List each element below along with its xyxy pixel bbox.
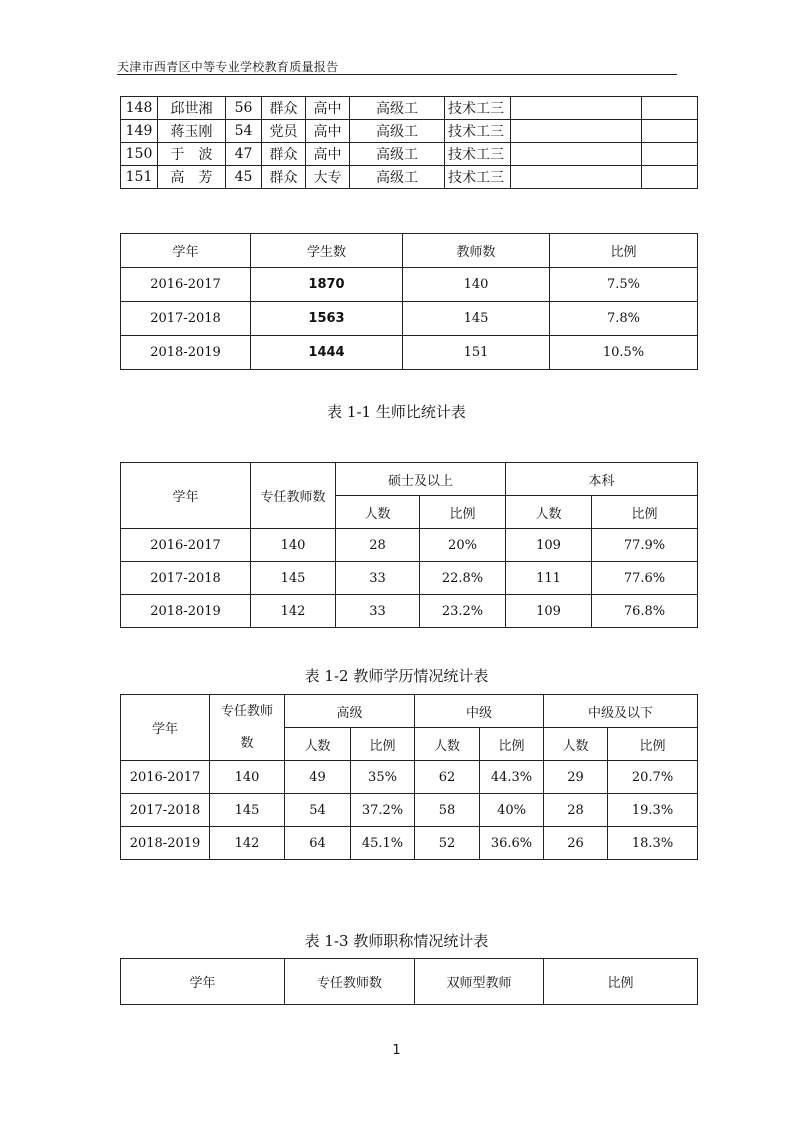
staff-list-body — [121, 97, 698, 189]
header-count: 人数 — [336, 496, 420, 529]
table-cell: 19.3% — [608, 794, 698, 827]
table-cell: 33 — [336, 595, 420, 628]
teacher-title-body — [121, 761, 698, 860]
table-cell: 技术工三 — [445, 97, 511, 120]
header-senior: 高级 — [285, 695, 415, 728]
table-header-row — [121, 695, 698, 728]
table-cell: 151 — [121, 166, 158, 189]
header-ratio: 比例 — [351, 728, 415, 761]
table-cell: 26 — [544, 827, 608, 860]
header-count: 人数 — [544, 728, 608, 761]
table-cell: 145 — [210, 794, 285, 827]
teacher-title-table — [120, 694, 698, 860]
header-fulltime-line2: 数 — [240, 735, 254, 751]
header-count: 人数 — [506, 496, 592, 529]
table-cell: 大专 — [306, 166, 350, 189]
table-cell: 2016-2017 — [121, 529, 251, 562]
header-bachelor: 本科 — [506, 463, 698, 496]
document-header: 天津市西青区中等专业学校教育质量报告 — [117, 60, 339, 74]
header-ratio: 比例 — [608, 728, 698, 761]
header-ratio: 比例 — [480, 728, 544, 761]
header-count: 人数 — [285, 728, 351, 761]
header-year: 学年 — [121, 695, 210, 761]
table-cell: 22.8% — [420, 562, 506, 595]
table-cell: 技术工三 — [445, 143, 511, 166]
table-row — [121, 794, 698, 827]
cell-year: 2017-2018 — [121, 302, 251, 336]
table-cell — [642, 120, 698, 143]
table-cell: 群众 — [262, 97, 306, 120]
table-cell: 58 — [415, 794, 480, 827]
table-cell: 党员 — [262, 120, 306, 143]
table-cell: 149 — [121, 120, 158, 143]
header-year: 学年 — [121, 463, 251, 529]
table-cell: 高中 — [306, 97, 350, 120]
table-cell: 20% — [420, 529, 506, 562]
table-row — [121, 827, 698, 860]
table-cell: 35% — [351, 761, 415, 794]
table-header-row — [121, 463, 698, 496]
table-cell: 52 — [415, 827, 480, 860]
table-cell: 29 — [544, 761, 608, 794]
table-cell: 28 — [336, 529, 420, 562]
header-students: 学生数 — [251, 234, 403, 268]
table-cell: 111 — [506, 562, 592, 595]
table-cell: 76.8% — [592, 595, 698, 628]
cell-teachers: 140 — [403, 268, 550, 302]
table-row — [121, 595, 698, 628]
table-row — [121, 268, 698, 302]
table-cell: 蒋玉刚 — [158, 120, 226, 143]
table-cell: 2018-2019 — [121, 595, 251, 628]
table-cell: 140 — [210, 761, 285, 794]
header-year: 学年 — [121, 234, 251, 268]
table-cell: 40% — [480, 794, 544, 827]
header-teachers: 教师数 — [403, 234, 550, 268]
table-row — [121, 120, 698, 143]
cell-ratio: 7.8% — [550, 302, 698, 336]
table-cell: 技术工三 — [445, 120, 511, 143]
dual-qualified-teacher-table — [120, 958, 698, 1005]
header-fulltime: 专任教师数 — [285, 959, 415, 1005]
cell-teachers: 151 — [403, 336, 550, 370]
table-cell: 群众 — [262, 143, 306, 166]
table-cell: 54 — [226, 120, 262, 143]
table-cell: 45.1% — [351, 827, 415, 860]
table-cell — [511, 166, 642, 189]
table-row — [121, 166, 698, 189]
table-cell: 20.7% — [608, 761, 698, 794]
table-cell: 2016-2017 — [121, 761, 210, 794]
teacher-education-body — [121, 529, 698, 628]
table-cell: 56 — [226, 97, 262, 120]
table-cell: 18.3% — [608, 827, 698, 860]
table-cell: 142 — [251, 595, 336, 628]
table-cell: 技术工三 — [445, 166, 511, 189]
table-cell: 150 — [121, 143, 158, 166]
table-cell: 36.6% — [480, 827, 544, 860]
table-cell: 45 — [226, 166, 262, 189]
header-ratio: 比例 — [544, 959, 698, 1005]
table-cell: 高级工 — [350, 97, 445, 120]
header-year: 学年 — [121, 959, 285, 1005]
table-row — [121, 143, 698, 166]
table-cell: 77.9% — [592, 529, 698, 562]
table-cell — [642, 166, 698, 189]
table-caption-1-1: 表 1-1 生师比统计表 — [327, 403, 466, 421]
table-cell: 邱世湘 — [158, 97, 226, 120]
cell-students: 1870 — [251, 268, 403, 302]
table-row — [121, 529, 698, 562]
table-cell: 145 — [251, 562, 336, 595]
cell-teachers: 145 — [403, 302, 550, 336]
table-cell: 64 — [285, 827, 351, 860]
cell-students: 1444 — [251, 336, 403, 370]
header-master: 硕士及以上 — [336, 463, 506, 496]
table-row — [121, 761, 698, 794]
table-cell — [511, 97, 642, 120]
table-cell: 49 — [285, 761, 351, 794]
cell-year: 2016-2017 — [121, 268, 251, 302]
table-cell: 44.3% — [480, 761, 544, 794]
header-rule — [117, 74, 677, 75]
table-row — [121, 97, 698, 120]
table-cell: 高中 — [306, 143, 350, 166]
table-row — [121, 302, 698, 336]
header-middle-below: 中级及以下 — [544, 695, 698, 728]
page-number: 1 — [392, 1043, 401, 1058]
table-cell: 148 — [121, 97, 158, 120]
header-ratio: 比例 — [550, 234, 698, 268]
header-ratio: 比例 — [592, 496, 698, 529]
cell-ratio: 10.5% — [550, 336, 698, 370]
header-ratio: 比例 — [420, 496, 506, 529]
table-cell: 2018-2019 — [121, 827, 210, 860]
header-middle: 中级 — [415, 695, 544, 728]
table-cell: 高中 — [306, 120, 350, 143]
table-cell: 高级工 — [350, 166, 445, 189]
table-cell: 于 波 — [158, 143, 226, 166]
table-cell: 37.2% — [351, 794, 415, 827]
student-teacher-ratio-table — [120, 233, 698, 370]
table-cell: 109 — [506, 529, 592, 562]
table-cell: 高级工 — [350, 120, 445, 143]
table-cell: 109 — [506, 595, 592, 628]
table-cell — [642, 97, 698, 120]
table-header-row — [121, 234, 698, 268]
cell-ratio: 7.5% — [550, 268, 698, 302]
cell-students: 1563 — [251, 302, 403, 336]
table-caption-1-3: 表 1-3 教师职称情况统计表 — [304, 932, 489, 950]
teacher-education-table — [120, 462, 698, 628]
table-cell: 高 芳 — [158, 166, 226, 189]
header-dual-qualified: 双师型教师 — [415, 959, 544, 1005]
header-fulltime: 专任教师数 — [251, 463, 336, 529]
table-header-row — [121, 959, 698, 1005]
table-cell: 群众 — [262, 166, 306, 189]
header-fulltime — [210, 695, 285, 761]
table-cell: 28 — [544, 794, 608, 827]
header-count: 人数 — [415, 728, 480, 761]
table-cell: 142 — [210, 827, 285, 860]
table-cell — [511, 120, 642, 143]
table-cell: 54 — [285, 794, 351, 827]
staff-list-table — [120, 96, 698, 189]
table-cell: 77.6% — [592, 562, 698, 595]
table-row — [121, 562, 698, 595]
table-cell: 2017-2018 — [121, 562, 251, 595]
table-cell: 高级工 — [350, 143, 445, 166]
table-row — [121, 336, 698, 370]
table-cell: 47 — [226, 143, 262, 166]
table-cell — [511, 143, 642, 166]
table-cell: 62 — [415, 761, 480, 794]
table-cell — [642, 143, 698, 166]
cell-year: 2018-2019 — [121, 336, 251, 370]
header-fulltime-line1: 专任教师 — [220, 703, 273, 719]
table-cell: 2017-2018 — [121, 794, 210, 827]
table-cell: 140 — [251, 529, 336, 562]
table-caption-1-2: 表 1-2 教师学历情况统计表 — [304, 667, 489, 685]
table-cell: 33 — [336, 562, 420, 595]
table-cell: 23.2% — [420, 595, 506, 628]
